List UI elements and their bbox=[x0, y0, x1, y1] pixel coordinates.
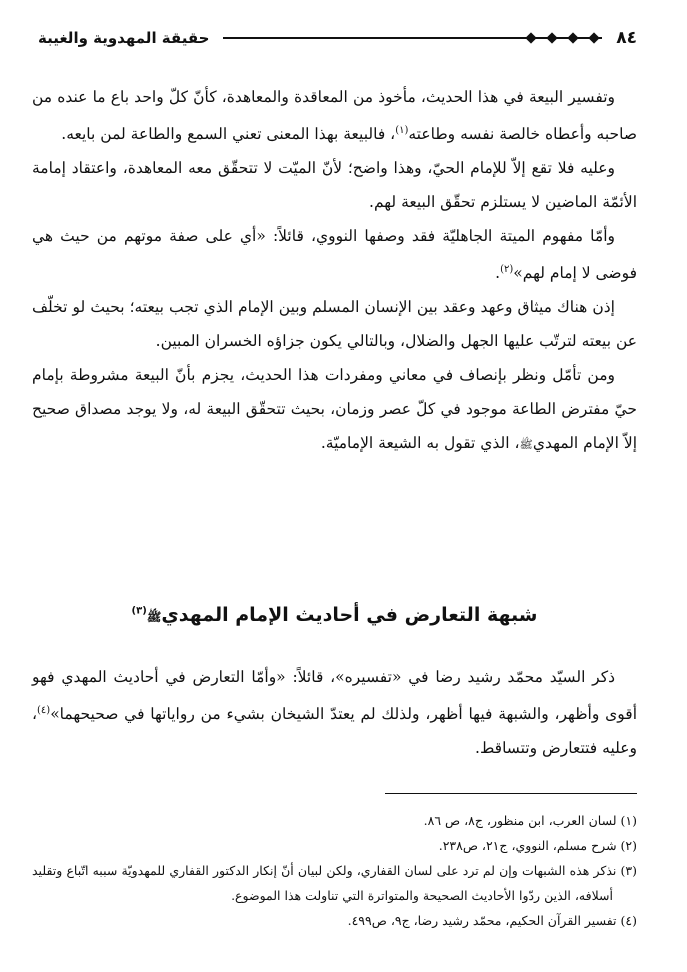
header-ornament bbox=[223, 31, 602, 45]
footnote: (٣) نذكر هذه الشبهات وإن لم ترد على لسان القفاري، ولكن لبيان أنّ إنكار الدكتور القفاري للمهدويّة سببه اتّباع وتقليد أسلافه، الذين ردّوا الأحاديث الصحيحة والمتواترة التي تناولت هذا الموضوع. bbox=[32, 863, 637, 903]
footnote-ref[interactable]: (٤) bbox=[37, 705, 51, 716]
diamond-icon bbox=[526, 32, 537, 43]
footnotes bbox=[32, 808, 637, 933]
section-heading: شبهة التعارض في أحاديث الإمام المهديﷺ$^{(٣)}$ bbox=[131, 604, 538, 626]
paragraph: وعليه فلا تقع إلاّ للإمام الحيّ، وهذا واضح؛ لأنّ الميّت لا تتحقّق معه المعاهدة، واعتقاد إمامة الأئمّة الماضين لا يستلزم تحقّق البيعة لهم. bbox=[32, 159, 637, 212]
running-header bbox=[38, 26, 637, 50]
footnote: (٢) شرح مسلم، النووي، ج٢١، ص٢٣٨. bbox=[438, 838, 637, 853]
paragraph: إذن هناك ميثاق وعهد وعقد بين الإنسان المسلم وبين الإمام الذي تجب بيعته؛ بحيث لو تخلّف عن بيعته لترتّب عليها الجهل والضلال، وبالتالي يكون جزاؤه الخسران المبين. bbox=[32, 298, 637, 351]
paragraph: وأمّا مفهوم الميتة الجاهليّة فقد وصفها النووي، قائلاً: «أي على صفة موتهم من حيث هي فوضى لا إمام لهم»$^{(٢)}$. bbox=[32, 227, 637, 283]
footnote-ref[interactable]: (١) bbox=[395, 125, 409, 136]
paragraph: وتفسير البيعة في هذا الحديث، مأخوذ من المعاقدة والمعاهدة، كأنّ كلّ واحد باع ما عنده من صاحبه وأعطاه خالصة نفسه وطاعته$^{(١)}$، فالبيعة بهذا المعنى تعني السمع والطاعة لمن بايعه. bbox=[32, 88, 637, 144]
page-number: ٨٤ bbox=[616, 28, 637, 48]
footnote: (٤) تفسير القرآن الحكيم، محمّد رشيد رضا، ج٩، ص٤٩٩. bbox=[347, 913, 637, 928]
paragraph: ومن تأمّل ونظر بإنصاف في معاني ومفردات هذا الحديث، يجزم بأنّ البيعة مشروطة بإمام حيّ مفترض الطاعة موجود في كلّ عصر وزمان، بحيث تتحقّق البيعة له، ولا يوجد مصداق صحيح إلاّ الإمام المهديﷺ، الذي تقول به الشيعة الإماميّة. bbox=[32, 366, 637, 453]
body-text bbox=[32, 80, 637, 462]
section-text bbox=[32, 660, 637, 765]
paragraph: ذكر السيّد محمّد رشيد رضا في «تفسيره»، قائلاً: «وأمّا التعارض في أحاديث المهدي فهو أقوى وأظهر، والشبهة فيها أظهر، ولذلك لم يعتدّ الشيخان بشيء من رواياتها في صحيحهما»$^{(٤)}$، وعليه فتتعارض وتتساقط. bbox=[32, 668, 637, 758]
footnote-ref[interactable]: (٢) bbox=[500, 264, 514, 276]
footnote: (١) لسان العرب، ابن منظور، ج٨، ص ٨٦. bbox=[423, 813, 637, 828]
honorific-glyph: ﷺ bbox=[146, 610, 162, 624]
honorific-glyph: ﷺ bbox=[519, 438, 533, 452]
footnote-separator bbox=[385, 793, 637, 794]
diamond-icon bbox=[568, 32, 579, 43]
diamond-icon bbox=[547, 32, 558, 43]
header-diamonds bbox=[527, 31, 598, 42]
footnote-ref[interactable]: (٣) bbox=[131, 605, 147, 617]
running-title: حقيقة المهدوية والغيبة bbox=[38, 29, 210, 47]
diamond-icon bbox=[589, 32, 600, 43]
